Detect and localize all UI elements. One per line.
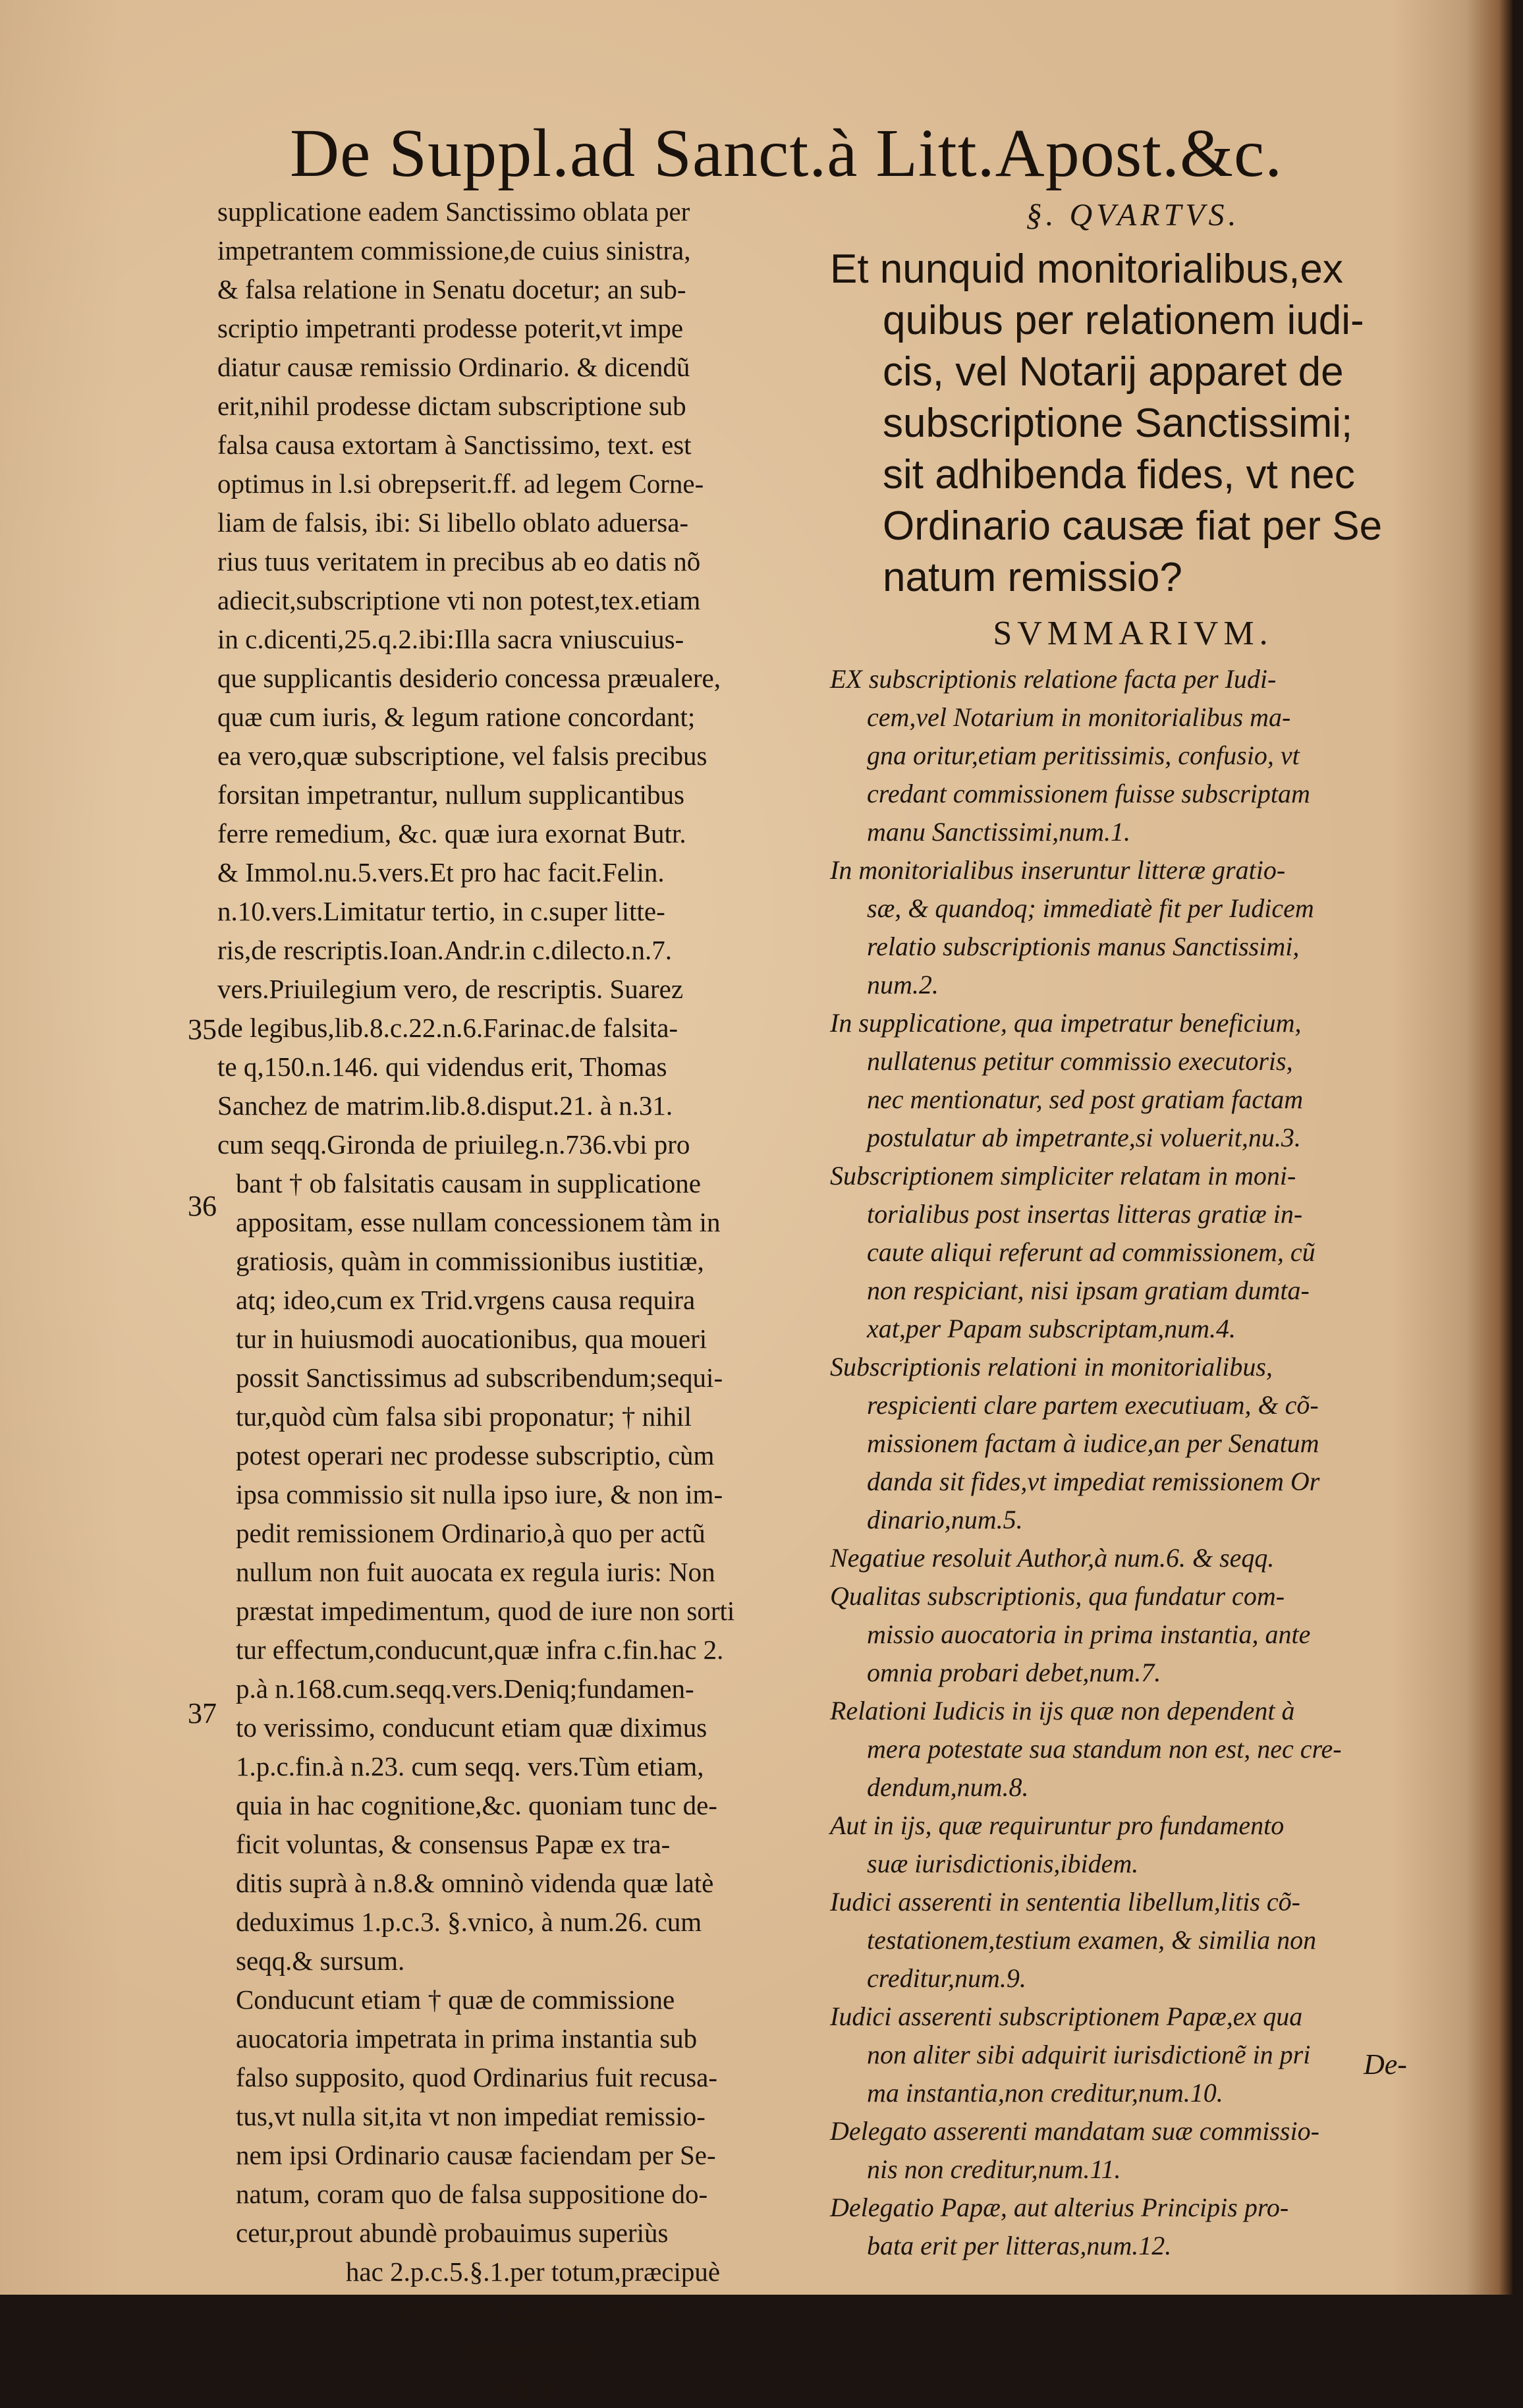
summary-line: num.2. [867,970,939,999]
summary-line: Aut in ijs, quæ requiruntur pro fundamento [830,1810,1285,1840]
text-line: atq; ideo,cum ex Trid.vrgens causa requira [236,1285,696,1315]
summary-line: relatio subscriptionis manus Sanctissimi, [867,932,1300,961]
text-line: falso supposito, quod Ordinarius fuit recusa- [236,2062,718,2092]
text-line: cetur,prout abundè probauimus superiùs [236,2218,669,2248]
summary-line: non aliter sibi adquirit iurisdictionẽ in pri [867,2040,1311,2069]
text-line: tus,vt nulla sit,ita vt non impediat remissio- [236,2101,706,2131]
text-line: Sanchez de matrim.lib.8.disput.21. à n.31. [217,1090,673,1121]
summary-line: Subscriptionem simpliciter relatam in moni- [830,1161,1296,1190]
summary-line: Iudici asserenti in sententia libellum,litis cõ- [830,1887,1300,1917]
question-line: cis, vel Notarij apparet de [883,349,1344,395]
text-line: à numero 25. cum multis [398,2295,668,2326]
summary-line: credant commissionem fuisse subscriptam [867,779,1310,808]
summary-entry [830,1348,1436,1539]
question-line: quibus per relationem iudi- [883,298,1364,343]
right-column [830,192,1436,2265]
summary-line: caute aliqui referunt ad commissionem, cũ [867,1237,1315,1267]
text-line: impetrantem commissione,de cuius sinistra, [217,235,691,266]
summary-line: omnia probari debet,num.7. [867,1658,1161,1687]
catchword: De- [1364,2048,1407,2081]
summary-line: In supplicatione, qua impetratur beneficium, [830,1008,1302,1038]
text-line: p.à n.168.cum.seqq.vers.Deniq;fundamen- [236,1673,694,1704]
text-line: sequentibus. [466,2334,600,2365]
text-line: potest operari nec prodesse subscriptio, cùm [236,1440,715,1470]
text-line: scriptio impetranti prodesse poterit,vt impe [217,313,684,343]
text-line: ficit voluntas, & consensus Papæ ex tra- [236,1829,671,1859]
summary-entry [830,1004,1436,1157]
summary-line: Relationi Iudicis in ijs quæ non dependent à [830,1696,1295,1725]
summary-line: nullatenus petitur commissio executoris, [867,1046,1293,1076]
text-line: bant † ob falsitatis causam in supplicatione [236,1168,701,1198]
text-line: erit,nihil prodesse dictam subscriptione sub [217,391,686,421]
text-line: cum seqq.Gironda de priuileg.n.736.vbi pro [217,1129,690,1160]
summary-heading: SVMMARIVM. [993,615,1273,652]
text-line: (·§·) [499,2373,549,2403]
summary-line: EX subscriptionis relatione facta per Iudi- [830,664,1277,694]
text-line: & falsa relatione in Senatu docetur; an sub- [217,274,686,304]
margin-number: 35 [188,1013,217,1046]
text-line: nullum non fuit auocata ex regula iuris: Non [236,1557,715,1587]
summary-line: Negatiue resoluit Author,à num.6. & seqq. [830,1543,1275,1573]
text-line: ris,de rescriptis.Ioan.Andr.in c.dilecto.n.7. [217,935,672,965]
text-line: pedit remissionem Ordinario,à quo per actũ [236,1518,706,1548]
question-line: subscriptione Sanctissimi; [883,401,1353,446]
summary-line: sæ, & quandoq; immediatè fit per Iudicem [867,893,1314,923]
summary-entry [830,2189,1436,2265]
summary-line: xat,per Papam subscriptam,num.4. [867,1314,1236,1343]
summary-line: respicienti clare partem executiuam, & cõ- [867,1390,1319,1420]
text-line: ferre remedium, &c. quæ iura exornat Butr. [217,818,686,849]
text-line: quia in hac cognitione,&c. quoniam tunc de- [236,1790,717,1820]
text-line: rius tuus veritatem in precibus ab eo datis nõ [217,546,701,576]
question-line: natum remissio? [883,555,1182,600]
question-line: Ordinario causæ fiat per Se [883,503,1383,549]
text-line: n.10.vers.Limitatur tertio, in c.super litte- [217,896,665,926]
text-line: gratiosis, quàm in commissionibus iustitiæ, [236,1246,704,1276]
text-line: & Immol.nu.5.vers.Et pro hac facit.Felin. [217,857,665,887]
summary-entry [830,1806,1436,1883]
summary-line: missionem factam à iudice,an per Senatum [867,1428,1319,1458]
summary-entry [830,1577,1436,1692]
question-block [830,244,1436,603]
summary-entry [830,1692,1436,1806]
summary-line: creditur,num.9. [867,1963,1026,1993]
summary-line: mera potestate sua standum non est, nec cre- [867,1734,1342,1764]
summary-entry [830,1883,1436,1998]
text-line: diatur causæ remissio Ordinario. & dicendũ [217,352,690,382]
text-line: falsa causa extortam à Sanctissimo, text. est [217,430,692,460]
summary-list [830,660,1436,2265]
summary-line: In monitorialibus inseruntur litteræ gratio- [830,855,1286,885]
text-line: ipsa commissio sit nulla ipso iure, & non im- [236,1479,723,1509]
running-head: De Suppl.ad Sanct.à Litt.Apost.&c. [290,115,1283,191]
text-line: optimus in l.si obrepserit.ff. ad legem Corne- [217,468,704,499]
summary-line: manu Sanctissimi,num.1. [867,817,1130,847]
summary-line: nec mentionatur, sed post gratiam factam [867,1084,1304,1114]
summary-line: Qualitas subscriptionis, qua fundatur com- [830,1581,1285,1611]
text-line: seqq.& sursum. [236,1946,405,1976]
text-line: præstat impedimentum, quod de iure non sorti [236,1596,735,1626]
summary-line: Delegatio Papæ, aut alterius Principis pro- [830,2193,1289,2222]
text-line: que supplicantis desiderio concessa præualere, [217,663,721,693]
text-line: liam de falsis, ibi: Si libello oblato aduersa- [217,507,689,538]
text-line: quæ cum iuris, & legum ratione concordant; [217,702,696,732]
text-line: in c.dicenti,25.q.2.ibi:Illa sacra vniuscuius- [217,624,684,654]
text-line: de legibus,lib.8.c.22.n.6.Farinac.de falsita- [217,1013,678,1043]
summary-line: missio auocatoria in prima instantia, ante [867,1619,1311,1649]
summary-entry [830,660,1436,851]
page-edge-shadow [1466,0,1512,2295]
text-line: tur effectum,conducunt,quæ infra c.fin.hac 2. [236,1635,724,1665]
text-line: nem ipsi Ordinario causæ faciendam per Se- [236,2140,716,2170]
text-line: hac 2.p.c.5.§.1.per totum,præcipuè [345,2256,721,2287]
text-line: tur,quòd cùm falsa sibi proponatur; † nihil [236,1401,692,1432]
summary-line: suæ iurisdictionis,ibidem. [867,1849,1139,1878]
text-line: auocatoria impetrata in prima instantia sub [236,2023,698,2054]
summary-line: torialibus post insertas litteras gratiæ in- [867,1199,1303,1229]
text-line: deduximus 1.p.c.3. §.vnico, à num.26. cum [236,1907,702,1937]
summary-line: dinario,num.5. [867,1505,1023,1534]
text-line: ditis suprà à n.8.& omninò videnda quæ latè [236,1868,714,1898]
summary-line: danda sit fides,vt impediat remissionem Or [867,1467,1320,1496]
summary-entry [830,851,1436,1004]
question-line: Et nunquid monitorialibus,ex [830,246,1343,292]
text-line: natum, coram quo de falsa suppositione do- [236,2179,708,2209]
text-line: appositam, esse nullam concessionem tàm in [236,1207,721,1237]
section-heading: §. QVARTVS. [1026,198,1240,233]
summary-line: dendum,num.8. [867,1772,1029,1802]
summary-entry [830,1157,1436,1348]
text-line: 1.p.c.fin.à n.23. cum seqq. vers.Tùm etiam, [236,1751,704,1781]
text-line: te q,150.n.146. qui videndus erit, Thomas [217,1051,667,1082]
text-line: tur in huiusmodi auocationibus, qua moueri [236,1324,707,1354]
summary-line: ma instantia,non creditur,num.10. [867,2078,1223,2108]
text-line: forsitan impetrantur, nullum supplicantibus [217,779,684,810]
text-line: vers.Priuilegium vero, de rescriptis. Suarez [217,974,684,1004]
text-line: to verissimo, conducunt etiam quæ diximus [236,1712,707,1743]
summary-line: testationem,testium examen, & similia non [867,1925,1317,1955]
text-line: ea vero,quæ subscriptione, vel falsis precibus [217,741,707,771]
summary-line: non respiciant, nisi ipsam gratiam dumta- [867,1275,1310,1305]
summary-line: nis non creditur,num.11. [867,2154,1121,2184]
question-line: sit adhibenda fides, vt nec [883,452,1355,497]
summary-line: postulatur ab impetrante,si voluerit,nu.3. [867,1123,1301,1152]
text-line: adiecit,subscriptione vti non potest,tex.etiam [217,585,701,615]
summary-entry [830,2112,1436,2189]
summary-line: bata erit per litteras,num.12. [867,2231,1172,2260]
margin-number: 37 [188,1697,217,1729]
summary-line: Subscriptionis relationi in monitorialibus, [830,1352,1273,1382]
summary-line: Iudici asserenti subscriptionem Papæ,ex qua [830,2002,1303,2031]
summary-entry [830,1998,1436,2112]
text-line: Conducunt etiam † quæ de commissione [236,1984,675,2015]
summary-line: gna oritur,etiam peritissimis, confusio, vt [867,741,1300,770]
summary-line: Delegato asserenti mandatam suæ commissio- [830,2116,1319,2146]
summary-line: cem,vel Notarium in monitorialibus ma- [867,702,1291,732]
text-line: supplicatione eadem Sanctissimo oblata per [217,196,690,227]
summary-entry [830,1539,1436,1577]
text-line: possit Sanctissimus ad subscribendum;sequi- [236,1362,723,1393]
margin-number: 36 [188,1190,217,1222]
left-column [217,192,830,2408]
